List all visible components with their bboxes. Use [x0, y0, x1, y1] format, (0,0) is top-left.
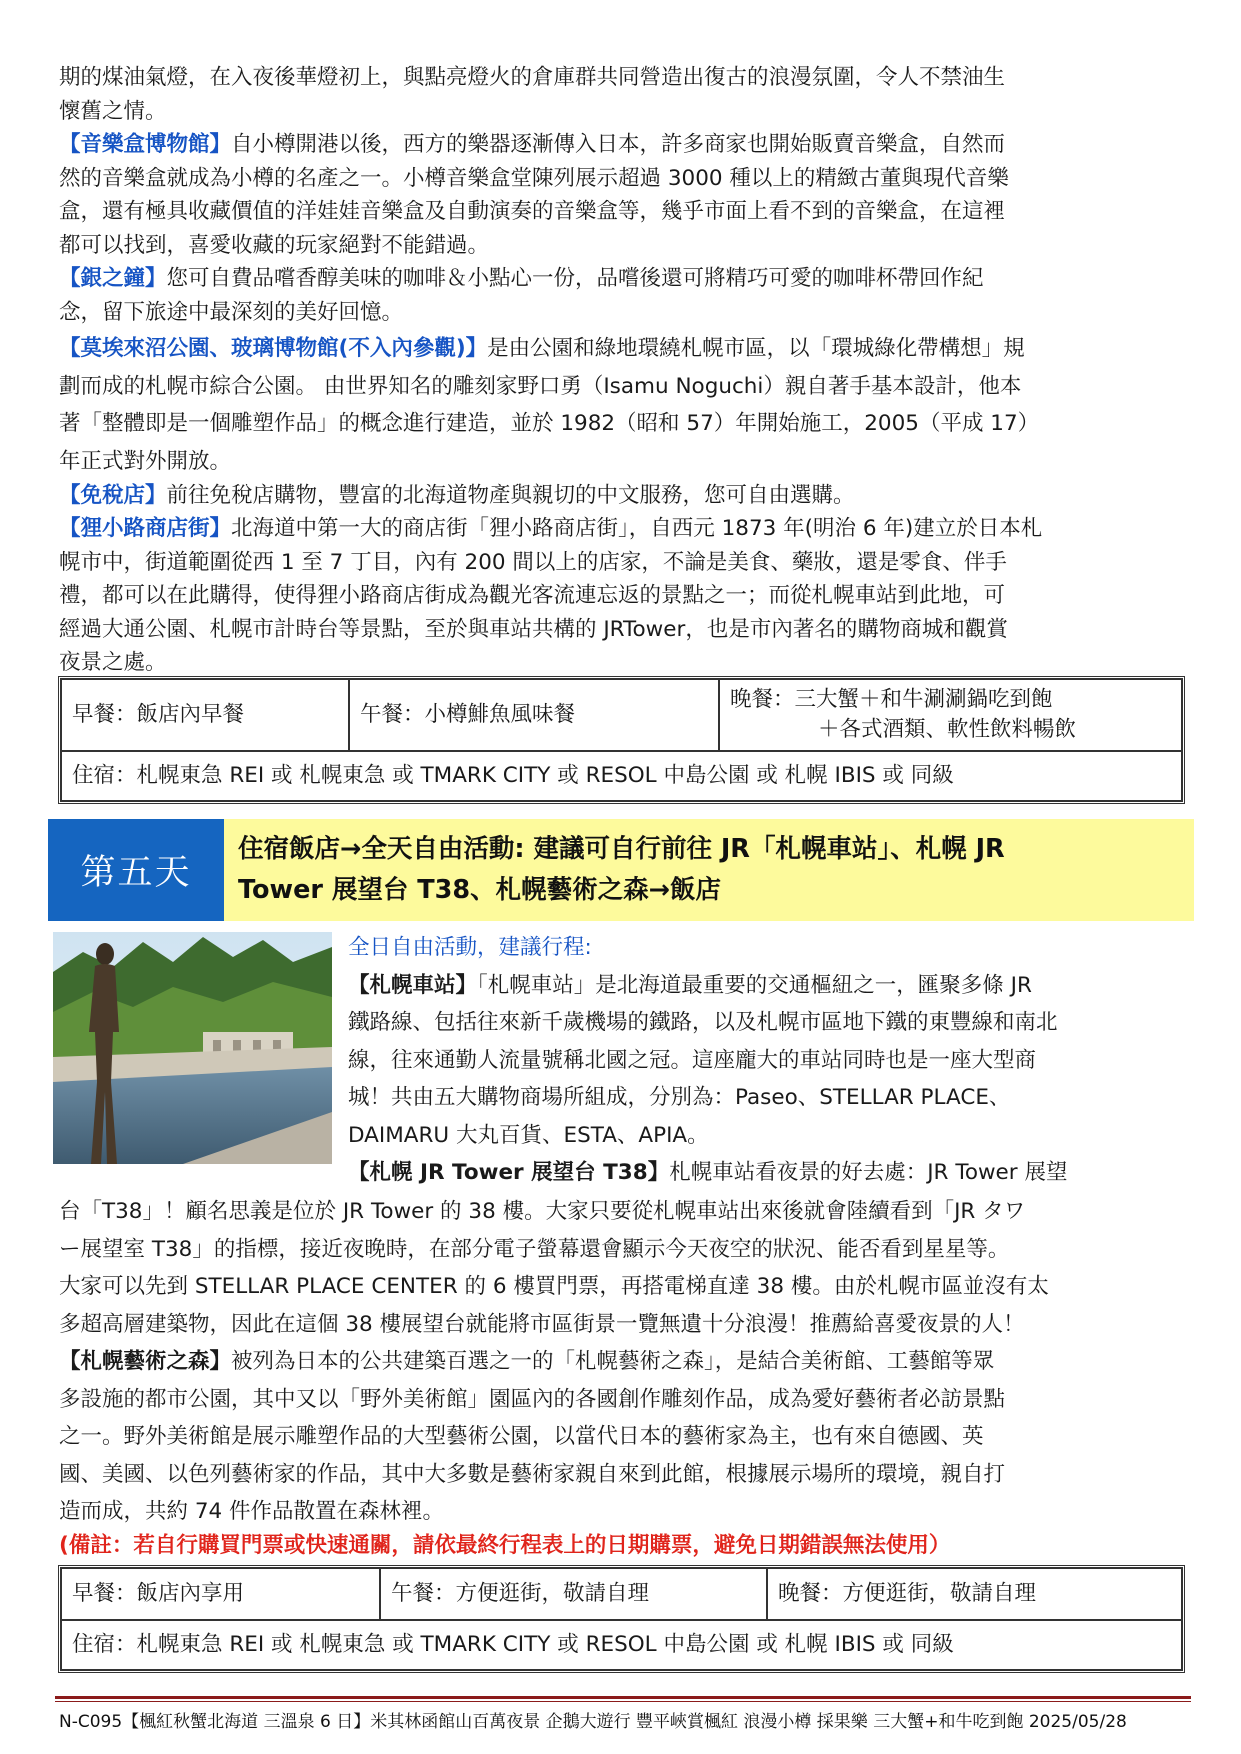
hotel-cell: 住宿：札幌東急 REI 或 札幌東急 或 TMARK CITY 或 RESOL 中島公園 或 札幌 IBIS 或 同級 — [61, 751, 1182, 801]
tower-title: 【札幌 JR Tower 展望台 T38】 — [348, 1160, 670, 1185]
text-line: 念，留下旅途中最深刻的美好回憶。 — [59, 299, 404, 325]
text-line: 札幌車站看夜景的好去處：JR Tower 展望 — [669, 1160, 1068, 1185]
text-line: 期的煤油氣燈，在入夜後華燈初上，與點亮燈火的倉庫群共同營造出復古的浪漫氛圍，令人不禁油生 — [59, 65, 1006, 90]
text-line: 是由公園和綠地環繞札幌市區，以「環城綠化帶構想」規 — [487, 336, 1025, 361]
hotel-cell: 住宿：札幌東急 REI 或 札幌東急 或 TMARK CITY 或 RESOL 中島公園 或 札幌 IBIS 或 同級 — [61, 1620, 1182, 1670]
text-line: 多超高層建築物，因此在這個 38 樓展望台就能將市區街景一覽無遺十分浪漫！推薦給喜愛夜景的人！ — [59, 1311, 1025, 1337]
lunch-cell: 午餐：方便逛街，敬請自理 — [380, 1568, 767, 1620]
text-line: 大家可以先到 STELLAR PLACE CENTER 的 6 樓買門票，再搭電梯直達 38 樓。由於札幌市區並沒有太 — [59, 1274, 1049, 1299]
text-line: 多設施的都市公園，其中又以「野外美術館」園區內的各國創作雕刻作品，成為愛好藝術者必訪景點 — [59, 1386, 1006, 1412]
footer-rule — [55, 1696, 1191, 1699]
text-line: 國、美國、以色列藝術家的作品，其中大多數是藝術家親自來到此館，根據展示場所的環境，親自打 — [59, 1461, 1006, 1487]
text-line: 自小樽開港以後，西方的樂器逐漸傳入日本，許多商家也開始販賣音樂盒，自然而 — [231, 132, 1006, 157]
dinner-cell — [719, 679, 1182, 751]
text-line: 被列為日本的公共建築百選之一的「札幌藝術之森」，是結合美術館、工藝館等眾 — [231, 1349, 995, 1374]
silver-bell-title: 【銀之鐘】 — [59, 266, 167, 291]
text-line: 然的音樂盒就成為小樽的名產之一。小樽音樂盒堂陳列展示超過 3000 種以上的精緻古董與現代音樂 — [59, 165, 1009, 191]
text-line: 盒，還有極具收藏價值的洋娃娃音樂盒及自動演奏的音樂盒等，幾乎市面上看不到的音樂盒，在這裡 — [59, 199, 1006, 224]
text-line: 北海道中第一大的商店街「狸小路商店街」，自西元 1873 年(明治 6 年)建立於日本札 — [231, 516, 1043, 541]
text-line: 造而成，共約 74 件作品散置在森林裡。 — [59, 1499, 445, 1524]
dinner-cell: 晚餐：方便逛街，敬請自理 — [767, 1568, 1182, 1620]
art-forest-title: 【札幌藝術之森】 — [59, 1349, 232, 1374]
text-line: 前往免稅店購物，豐富的北海道物產與親切的中文服務，您可自由選購。 — [166, 483, 855, 508]
text-line: 都可以找到，喜愛收藏的玩家絕對不能錯過。 — [59, 232, 490, 258]
duty-free-title: 【免稅店】 — [59, 483, 167, 508]
text-line: 著「整體即是一個雕塑作品」的概念進行建造，並於 1982（昭和 57）年開始施工，2005（平成 17） — [59, 411, 1040, 436]
day-label: 第五天 — [48, 819, 224, 921]
text-line: 劃而成的札幌市綜合公園。 由世界知名的雕刻家野口勇（Isamu Noguchi）親自著手基本設計，他本 — [59, 373, 1022, 399]
moerenuma-section — [59, 330, 1189, 480]
lunch-cell: 午餐：小樽鯡魚風味餐 — [349, 679, 719, 751]
day-title — [238, 829, 1158, 911]
text-line: DAIMARU 大丸百貨、ESTA、APIA。 — [348, 1122, 709, 1148]
music-box-title: 【音樂盒博物館】 — [59, 132, 232, 157]
intro-text — [59, 61, 1189, 128]
text-line: 線，往來通勤人流量號稱北國之冠。這座龐大的車站同時也是一座大型商 — [348, 1047, 1037, 1073]
tanukikoji-title: 【狸小路商店街】 — [59, 516, 232, 541]
duty-free-section — [59, 479, 1189, 513]
breakfast-cell: 早餐：飯店內早餐 — [61, 679, 349, 751]
day-title-line-2: Tower 展望台 T38、札幌藝術之森→飯店 — [238, 875, 721, 905]
tanukikoji-section — [59, 512, 1189, 680]
station-title: 【札幌車站】 — [348, 972, 478, 998]
day-title-line-1: 住宿飯店→全天自由活動: 建議可自行前往 JR「札幌車站」、札幌 JR — [238, 834, 1005, 864]
music-box-section — [59, 128, 1189, 262]
footer-text: N-C095【楓紅秋蟹北海道 三溫泉 6 日】米其林函館山百萬夜景 企鵝大遊行 豐平峽賞楓紅 浪漫小樽 採果樂 三大蟹+和牛吃到飽 2025/05/28 — [59, 1712, 1127, 1732]
ticket-note: (備註：若自行購買門票或快速通關，請依最終行程表上的日期購票，避免日期錯誤無法使用） — [59, 1533, 951, 1558]
dinner-line-2: ＋各式酒類、軟性飲料暢飲 — [818, 717, 1077, 742]
day5-body — [59, 1193, 1189, 1531]
text-line: 懷舊之情。 — [59, 98, 167, 124]
text-line: 您可自費品嚐香醇美味的咖啡＆小點心一份，品嚐後還可將精巧可愛的咖啡杯帶回作紀 — [166, 266, 984, 291]
text-line: 之一。野外美術館是展示雕塑作品的大型藝術公園，以當代日本的藝術家為主，也有來自德國、英 — [59, 1424, 984, 1449]
silver-bell-section — [59, 262, 1189, 329]
sculpture-park-photo — [53, 932, 332, 1164]
free-activity-heading: 全日自由活動，建議行程: — [348, 935, 592, 960]
breakfast-cell: 早餐：飯店內享用 — [61, 1568, 380, 1620]
day5-intro — [348, 929, 1188, 1192]
text-line: 城！共由五大購物商場所組成，分別為：Paseo、STELLAR PLACE、 — [348, 1085, 1011, 1110]
text-line: 夜景之處。 — [59, 650, 167, 675]
text-line: 幌市中，街道範圍從西 1 至 7 丁目，內有 200 間以上的店家，不論是美食、藥妝，還是零食、伴手 — [59, 549, 1007, 575]
footer-rule-thin — [55, 1701, 1191, 1702]
text-line: 台「T38」！顧名思義是位於 JR Tower 的 38 樓。大家只要從札幌車站出來後就會陸續看到「JR タワ — [59, 1199, 1026, 1224]
text-line: 禮，都可以在此購得，使得狸小路商店街成為觀光客流連忘返的景點之一；而從札幌車站到此地，可 — [59, 583, 1006, 608]
moerenuma-title: 【莫埃來沼公園、玻璃博物館(不入內參觀)】 — [59, 336, 488, 361]
text-line: 年正式對外開放。 — [59, 448, 232, 474]
meals-table-day5 — [58, 1565, 1185, 1673]
dinner-line-1: 晚餐：三大蟹＋和牛涮涮鍋吃到飽 — [730, 687, 1053, 712]
text-line: 「札幌車站」是北海道最重要的交通樞紐之一，匯聚多條 JR — [477, 972, 1032, 998]
text-line: ー展望室 T38」的指標，接近夜晚時，在部分電子螢幕還會顯示今天夜空的狀況、能否看到星星等。 — [59, 1236, 1010, 1262]
meals-table-day4 — [58, 676, 1185, 804]
text-line: 鐵路線、包括往來新千歲機場的鐵路，以及札幌市區地下鐵的東豐線和南北 — [348, 1010, 1058, 1035]
text-line: 經過大通公園、札幌市計時台等景點，至於與車站共構的 JRTower，也是市內著名的購物商城和觀賞 — [59, 616, 1008, 642]
